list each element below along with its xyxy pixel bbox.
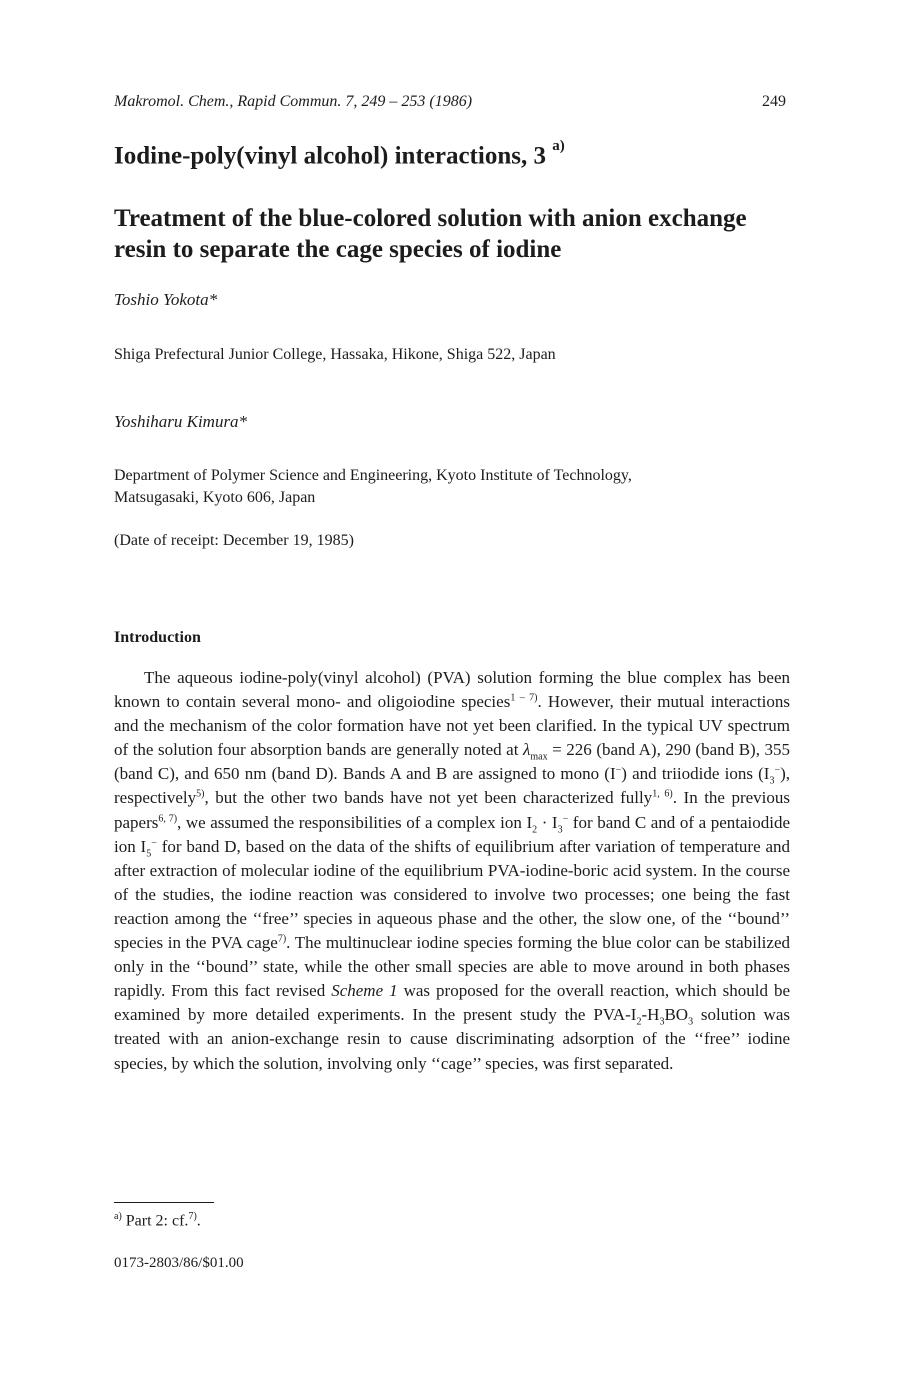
footnote [114,1211,201,1230]
series-title [114,138,565,170]
article-code: 0173-2803/86/$01.00 [114,1255,244,1271]
affiliation-line: Matsugasaki, Kyoto 606, Japan [114,489,316,506]
journal-citation: Makromol. Chem., Rapid Commun. 7, 249 – 253 (1986) [114,93,473,110]
section-heading: Introduction [114,629,201,646]
body-text [114,666,790,1076]
series-title-text: Iodine-poly(vinyl alcohol) interactions, 3 [114,142,546,170]
author-name: Yoshiharu Kimura* [114,412,248,431]
author-affiliation [114,465,834,509]
paper-title: Treatment of the blue-colored solution with anion exchange resin to separate the cage species of iodine [114,205,747,263]
series-footnote-mark: a) [552,138,565,154]
footnote-ref: 7) [188,1211,197,1222]
footnote-text: Part 2: cf. [125,1212,189,1230]
footnote-mark: a) [114,1211,122,1222]
introduction-paragraph: The aqueous iodine-poly(vinyl alcohol) (PVA) solution forming the blue complex has been known to contain several mono- and oligoiodine species$^{1 - 7)}$. However, their mutual interactions and the mechanism of the color formation have not yet been clarified. In the typical UV spectrum of the solution four absorption bands are generally noted at $\lambda_{max} = 226$ (band A), 290 (band B), 355 (band C), and 650 nm (band D). Bands A and B are assigned to mono (I−) and triiodide ions $(I_3^-)$, respectively$^{5)}$, but the other two bands have not yet been characterized fully$^{1, 6)}$. In the previous papers$^{6, 7)}$, we assumed the responsibilities of a complex ion $I_2 \cdot I_3^-$ for band C and of a pentaiodide ion $I_5^-$ for band D, based on the data of the shifts of equilibrium after variation of temperature and after extraction of molecular iodine of the equilibrium PVA-iodine-boric acid system. In the course of the studies, the iodine reaction was considered to involve two processes; one being the fast reaction among the ‘‘free’’ species in aqueous phase and the other, the slow one, of the ‘‘bound’’ species in the PVA cage$^{7)}$. The multinuclear iodine species forming the blue color can be stabilized only in the ‘‘bound’’ state, while the other small species are able to move around in both phases rapidly. From this fact revised Scheme 1 was proposed for the overall reaction, which should be examined by more detailed experiments. In the present study the PVA-$I_2-H_3BO_3$ solution was treated with an anion-exchange resin to cause discriminating adsorption of the ‘‘free’’ iodine species, by which the solution, involving only ‘‘cage’’ species, was first separated. [114,668,791,1073]
receipt-date: (Date of receipt: December 19, 1985) [114,532,354,549]
page-number: 249 [762,93,786,110]
author-affiliation: Shiga Prefectural Junior College, Hassaka, Hikone, Shiga 522, Japan [114,346,556,363]
footnote-end: . [196,1212,201,1230]
affiliation-line: Department of Polymer Science and Engineering, Kyoto Institute of Technology, [114,467,632,484]
author-name: Toshio Yokota* [114,290,218,309]
footnote-divider [114,1202,214,1203]
